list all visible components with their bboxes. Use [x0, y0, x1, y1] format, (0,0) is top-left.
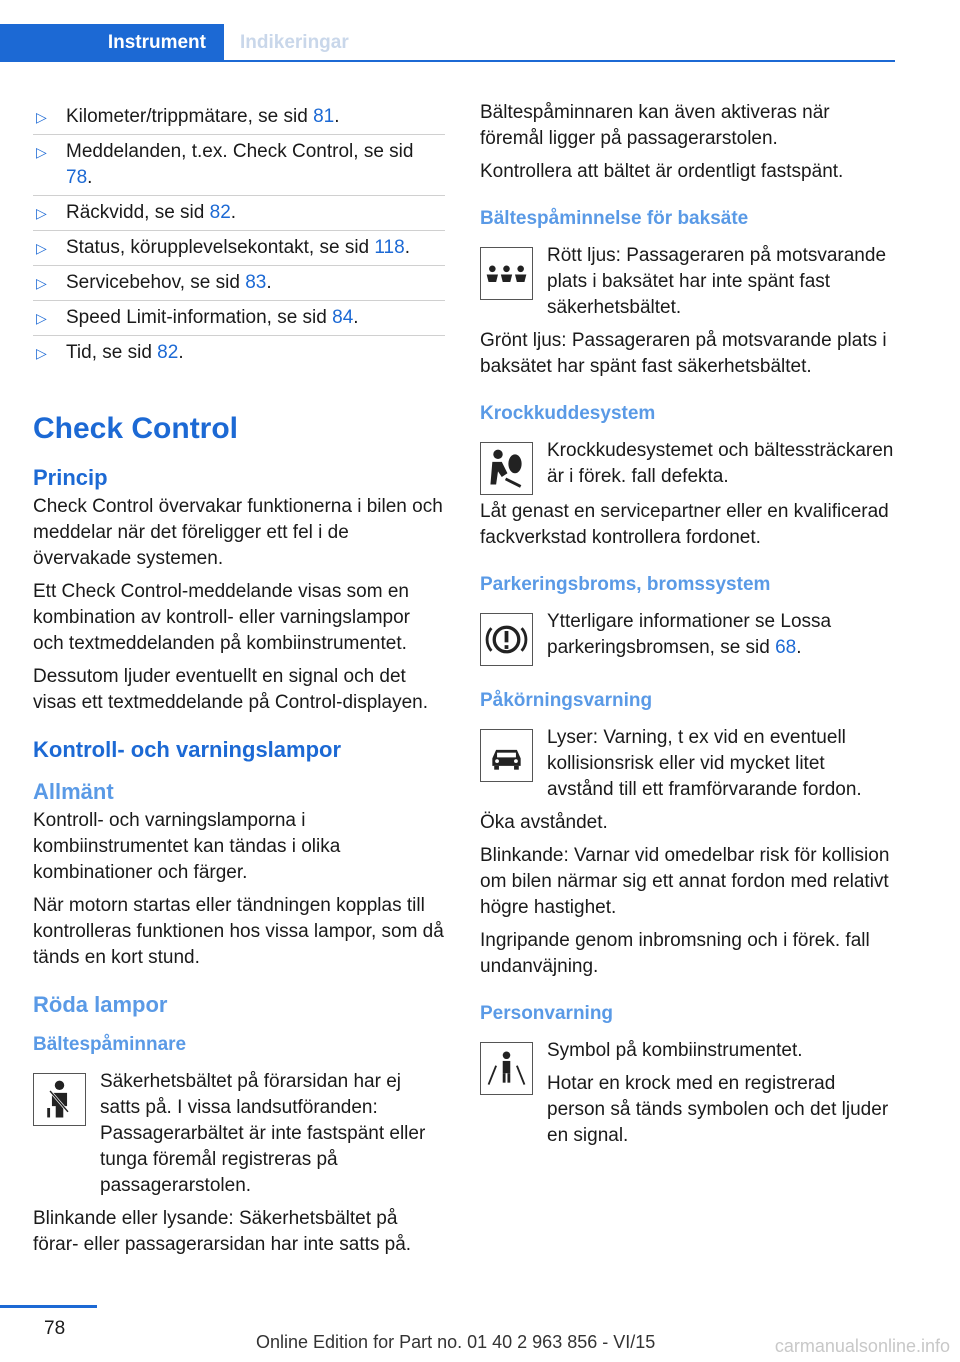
subsection-title-lamps: Kontroll- och varningslampor: [33, 737, 342, 762]
paragraph: När motorn startas eller tändningen kopplas till kontrolleras funktionen hos vissa lampor, som då tänds en kort stund.: [33, 895, 444, 968]
page-link[interactable]: 81: [313, 106, 335, 127]
subsection-title-princip: Princip: [33, 465, 108, 490]
list-item: ▷ Kilometer/trippmätare, se sid 81.: [33, 100, 445, 135]
watermark: carmanualsonline.info: [774, 1336, 950, 1356]
footer-divider: [0, 1305, 97, 1308]
paragraph: Symbol på kombiinstrumentet.: [547, 1040, 803, 1061]
tab-instrument[interactable]: [0, 24, 224, 62]
paragraph: Låt genast en servicepartner eller en kvalificerad fackverkstad kontrollera fordonet.: [480, 501, 889, 548]
paragraph: Kontrollera att bältet är ordentligt fastspänt.: [480, 161, 844, 182]
heading-roda-lampor: Röda lampor: [33, 992, 168, 1017]
paragraph: Check Control övervakar funktionerna i bilen och meddelar när det föreligger ett fel i de övervakade systemen.: [33, 496, 443, 569]
paragraph: Blinkande: Varnar vid omedelbar risk för kollision om bilen närmar sig ett annat fordon med relativt högre hastighet.: [480, 845, 890, 918]
collision-warning-icon: [480, 729, 533, 782]
paragraph: Säkerhetsbältet på förarsidan har ej satts på. I vissa landsutföranden: Passagerarbältet är inte fastspänt eller tunga föremål registreras på passagerarstolen.: [100, 1071, 426, 1196]
list-item: ▷ Status, körupplevelsekontakt, se sid 118.: [33, 231, 445, 266]
pedestrian-warning-icon: [480, 1042, 533, 1095]
triangle-bullet-icon: ▷: [36, 310, 47, 326]
paragraph: Lyser: Varning, t ex vid en eventuell kollisionsrisk eller vid mycket litet avstånd till ett framförvarande fordon.: [547, 727, 862, 800]
rear-seatbelt-block: [480, 243, 895, 321]
list-item: ▷ Tid, se sid 82.: [33, 336, 445, 370]
paragraph: Ytterligare informationer se Lossa parkeringsbromsen, se sid 68.: [547, 611, 832, 658]
paragraph: Ingripande genom inbromsning och i förek. fall undanväjning.: [480, 930, 870, 977]
heading-collision: Påkörningsvarning: [480, 690, 653, 711]
paragraph: Öka avståndet.: [480, 812, 608, 833]
edition-text: Online Edition for Part no. 01 40 2 963 856 - VI/15: [256, 1332, 656, 1352]
triangle-bullet-icon: ▷: [36, 109, 47, 125]
page-link[interactable]: 68: [775, 637, 797, 658]
triangle-bullet-icon: ▷: [36, 144, 47, 160]
bullet-list: [33, 100, 445, 370]
triangle-bullet-icon: ▷: [36, 205, 47, 221]
airbag-icon: [480, 442, 533, 495]
brake-block: [480, 609, 895, 669]
header-divider: [0, 60, 895, 62]
paragraph: Hotar en krock med en registrerad person så tänds symbolen och det ljuder en signal.: [547, 1073, 889, 1146]
heading-brake: Parkeringsbroms, bromssystem: [480, 574, 771, 595]
heading-airbag: Krockkuddesystem: [480, 403, 656, 424]
list-item: ▷ Meddelanden, t.ex. Check Control, se sid 78.: [33, 135, 445, 196]
list-item: ▷ Räckvidd, se sid 82.: [33, 196, 445, 231]
seatbelt-warning-block: [33, 1069, 445, 1199]
paragraph: Ett Check Control-meddelande visas som en kombination av kontroll- eller varningslampor och textmeddelanden på kombiinstrumentet.: [33, 581, 411, 654]
tab-instrument-label: Instrument: [107, 32, 206, 53]
page-header: [0, 0, 895, 62]
heading-rear-seatbelt: Bältespåminnelse för baksäte: [480, 208, 749, 229]
triangle-bullet-icon: ▷: [36, 345, 47, 361]
heading-baltespaminnare: Bältespåminnare: [33, 1034, 187, 1055]
tab-indikeringar[interactable]: Indikeringar: [240, 32, 349, 53]
list-item: ▷ Speed Limit-information, se sid 84.: [33, 301, 445, 336]
section-title-check-control: Check Control: [33, 412, 239, 445]
paragraph: Dessutom ljuder eventuellt en signal och det visas ett textmeddelande på Control-displayen.: [33, 666, 429, 713]
right-column: [480, 100, 895, 1156]
airbag-block: [480, 438, 895, 498]
paragraph: Kontroll- och varningslamporna i kombiinstrumentet kan tändas i olika kombinationer och färger.: [33, 810, 341, 883]
paragraph: Grönt ljus: Passageraren på motsvarande plats i baksätet har spänt fast säkerhetsbältet.: [480, 330, 887, 377]
paragraph: Bältespåminnaren kan även aktiveras när föremål ligger på passagerarstolen.: [480, 102, 830, 149]
page-link[interactable]: 84: [332, 307, 354, 328]
page-number: 78: [44, 1318, 66, 1339]
paragraph: Blinkande eller lysande: Säkerhetsbältet på förar- eller passagerarsidan har inte satts på.: [33, 1208, 412, 1255]
seatbelt-icon: [33, 1073, 86, 1126]
page-link[interactable]: 82: [157, 342, 179, 363]
person-block: [480, 1038, 895, 1149]
heading-allmant: Allmänt: [33, 779, 114, 804]
page-link[interactable]: 118: [374, 237, 405, 258]
rear-seatbelt-icon: [480, 247, 533, 300]
left-column: [33, 100, 445, 1265]
list-item: ▷ Servicebehov, se sid 83.: [33, 266, 445, 301]
heading-person: Personvarning: [480, 1003, 614, 1024]
collision-block: [480, 725, 895, 803]
paragraph: Krockkudesystemet och bältessträckaren är i förek. fall defekta.: [547, 440, 894, 487]
page-link[interactable]: 82: [209, 202, 231, 223]
triangle-bullet-icon: ▷: [36, 240, 47, 256]
triangle-bullet-icon: ▷: [36, 275, 47, 291]
page-link[interactable]: 83: [245, 272, 267, 293]
page-link[interactable]: 78: [66, 167, 88, 188]
brake-warning-icon: [480, 613, 533, 666]
paragraph: Rött ljus: Passageraren på motsvarande plats i baksätet har inte spänt fast säkerhetsbältet.: [547, 245, 887, 318]
